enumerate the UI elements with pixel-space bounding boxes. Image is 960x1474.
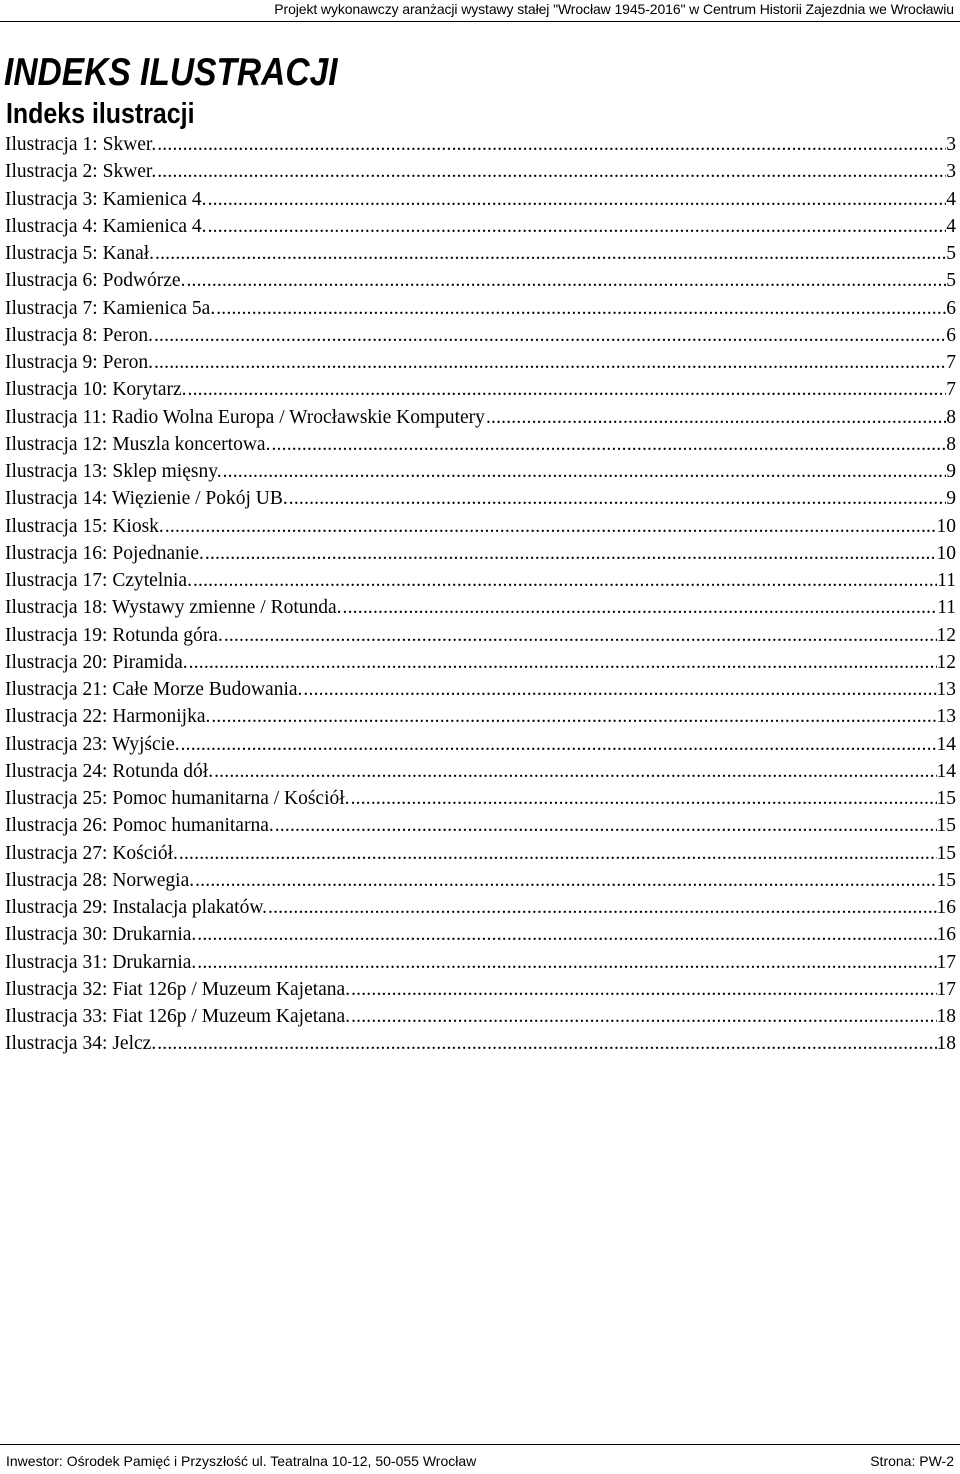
index-entry[interactable]: [5, 322, 960, 349]
entry-number: 22:: [82, 706, 108, 728]
entry-prefix: Ilustracja: [5, 706, 78, 728]
entry-page-number: 14: [936, 760, 956, 782]
entry-number: 11:: [82, 406, 107, 428]
entry-prefix: Ilustracja: [5, 679, 78, 700]
entry-page-number: 17: [936, 978, 956, 1000]
entry-caption: Więzienie / Pokój UB.: [112, 488, 288, 510]
entry-caption: Wyjście.: [112, 733, 180, 755]
dot-leader: [275, 812, 937, 839]
entry-prefix: Ilustracja: [5, 924, 78, 946]
entry-number: 21:: [82, 679, 108, 700]
entry-number: 6:: [82, 270, 98, 292]
entry-page-number: 11: [937, 597, 956, 619]
entry-page-number: 3: [946, 161, 956, 183]
entry-prefix: Ilustracja: [5, 270, 78, 292]
entry-page-number: 10: [936, 542, 956, 564]
entry-caption: Korytarz.: [112, 379, 187, 401]
entry-label: [5, 1003, 350, 1030]
index-entry[interactable]: [5, 458, 960, 485]
entry-page-number: 9: [946, 488, 956, 510]
index-entry[interactable]: [5, 349, 960, 376]
entry-label: [5, 567, 192, 594]
entry-caption: Kościół.: [112, 842, 178, 864]
entry-caption: Podwórze.: [102, 270, 186, 292]
index-entry[interactable]: [5, 867, 960, 894]
entry-label: [5, 431, 270, 458]
entry-number: 4:: [82, 215, 98, 237]
index-entry[interactable]: [5, 622, 960, 649]
dot-leader: [197, 949, 936, 976]
entry-caption: Kanał.: [102, 243, 155, 264]
entry-number: 3:: [82, 188, 98, 210]
dot-leader: [154, 349, 946, 376]
index-entry[interactable]: [5, 731, 960, 758]
dot-leader: [155, 240, 946, 267]
entry-caption: Radio Wolna Europa / Wrocławskie Komputery: [111, 406, 485, 428]
index-entry[interactable]: [5, 840, 960, 867]
dot-leader: [157, 158, 946, 185]
index-entry[interactable]: [5, 949, 960, 976]
entry-number: 28:: [82, 869, 108, 891]
dot-leader: [193, 567, 937, 594]
entry-caption: Pomoc humanitarna.: [112, 815, 274, 837]
entry-prefix: Ilustracja: [5, 515, 78, 537]
entry-page-number: 4: [946, 215, 956, 237]
entry-prefix: Ilustracja: [5, 815, 78, 837]
entry-number: 15:: [82, 515, 108, 537]
index-entry[interactable]: [5, 186, 960, 213]
page-footer: [0, 1444, 960, 1474]
entry-number: 30:: [82, 924, 108, 946]
entry-caption: Skwer.: [102, 161, 157, 183]
index-entry[interactable]: [5, 376, 960, 403]
dot-leader: [157, 1030, 936, 1057]
entry-page-number: 10: [936, 515, 956, 537]
entry-caption: Całe Morze Budowania.: [112, 679, 303, 700]
entry-label: [5, 295, 215, 322]
entry-label: [5, 758, 213, 785]
dot-leader: [486, 404, 946, 431]
entry-label: [5, 376, 187, 403]
entry-label: [5, 812, 274, 839]
entry-number: 8:: [82, 324, 98, 346]
entry-page-number: 15: [936, 788, 956, 809]
entry-prefix: Ilustracja: [5, 1006, 78, 1027]
index-entry[interactable]: [5, 131, 960, 158]
entry-label: [5, 158, 156, 185]
dot-leader: [188, 376, 947, 403]
entry-page-number: 8: [946, 406, 956, 428]
entry-label: [5, 731, 180, 758]
entry-prefix: Ilustracja: [5, 188, 78, 210]
dot-leader: [189, 649, 937, 676]
entry-label: [5, 703, 210, 730]
index-entry[interactable]: [5, 758, 960, 785]
entry-prefix: Ilustracja: [5, 597, 78, 619]
entry-caption: Czytelnia.: [112, 570, 192, 591]
entry-prefix: Ilustracja: [5, 951, 78, 973]
entry-number: 24:: [82, 760, 108, 782]
entry-caption: Harmonijka.: [112, 706, 211, 728]
entry-label: [5, 921, 196, 948]
entry-page-number: 4: [946, 188, 956, 210]
entry-number: 20:: [82, 651, 108, 673]
entry-label: [5, 949, 196, 976]
entry-label: [5, 649, 188, 676]
dot-leader: [195, 867, 936, 894]
entry-caption: Kamienica 4.: [102, 215, 207, 237]
entry-label: [5, 894, 267, 921]
entry-label: [5, 513, 164, 540]
entry-prefix: Ilustracja: [5, 215, 78, 237]
entry-caption: Wystawy zmienne / Rotunda.: [112, 597, 342, 619]
entry-prefix: Ilustracja: [5, 651, 78, 673]
entry-page-number: 5: [946, 270, 956, 292]
entry-caption: Muszla koncertowa.: [112, 433, 271, 455]
dot-leader: [181, 731, 937, 758]
entry-prefix: Ilustracja: [5, 1033, 78, 1055]
dot-leader: [165, 513, 937, 540]
entry-prefix: Ilustracja: [5, 161, 78, 183]
entry-page-number: 12: [936, 651, 956, 673]
entry-page-number: 15: [936, 869, 956, 891]
entry-page-number: 7: [946, 352, 956, 373]
entry-page-number: 13: [936, 706, 956, 728]
index-entry[interactable]: [5, 976, 960, 1003]
entry-number: 26:: [82, 815, 108, 837]
entry-label: [5, 213, 207, 240]
entry-number: 32:: [82, 978, 108, 1000]
entry-page-number: 6: [946, 324, 956, 346]
entry-caption: Peron.: [102, 324, 153, 346]
entry-page-number: 18: [936, 1033, 956, 1055]
entry-label: [5, 867, 194, 894]
entry-caption: Pojednanie.: [112, 542, 204, 564]
entry-number: 18:: [82, 597, 108, 619]
entry-caption: Piramida.: [112, 651, 188, 673]
index-entry[interactable]: [5, 785, 960, 812]
dot-leader: [157, 131, 946, 158]
entry-prefix: Ilustracja: [5, 406, 78, 428]
entry-label: [5, 404, 485, 431]
index-entry[interactable]: [5, 812, 960, 839]
illustration-index-list: [5, 131, 960, 1058]
dot-leader: [343, 594, 938, 621]
entry-number: 17:: [82, 570, 108, 591]
entry-label: [5, 485, 288, 512]
index-entry[interactable]: [5, 921, 960, 948]
entry-number: 1:: [82, 134, 98, 155]
entry-number: 7:: [82, 297, 98, 319]
index-entry[interactable]: [5, 567, 960, 594]
index-entry[interactable]: [5, 295, 960, 322]
entry-prefix: Ilustracja: [5, 134, 78, 155]
dot-leader: [303, 676, 936, 703]
entry-label: [5, 186, 207, 213]
dot-leader: [179, 840, 937, 867]
entry-label: [5, 594, 342, 621]
dot-leader: [211, 703, 936, 730]
entry-number: 33:: [82, 1006, 108, 1027]
dot-leader: [197, 921, 936, 948]
entry-caption: Kamienica 4.: [102, 188, 207, 210]
entry-page-number: 11: [937, 570, 956, 591]
index-entry[interactable]: [5, 894, 960, 921]
footer-page-number: Strona: PW-2: [870, 1453, 954, 1469]
dot-leader: [268, 894, 936, 921]
entry-page-number: 16: [936, 924, 956, 946]
header-text: Projekt wykonawczy aranżacji wystawy stałej "Wrocław 1945-2016" w Centrum Historii Zajezdnia we Wrocławiu: [274, 1, 954, 17]
entry-page-number: 18: [936, 1006, 956, 1027]
entry-page-number: 14: [936, 733, 956, 755]
index-entry[interactable]: [5, 404, 960, 431]
entry-number: 14:: [82, 488, 108, 510]
entry-prefix: Ilustracja: [5, 869, 78, 891]
entry-page-number: 5: [946, 243, 956, 264]
entry-prefix: Ilustracja: [5, 488, 78, 510]
entry-number: 23:: [82, 733, 108, 755]
entry-label: [5, 676, 302, 703]
entry-number: 16:: [82, 542, 108, 564]
entry-caption: Drukarnia.: [112, 924, 197, 946]
entry-page-number: 8: [946, 433, 956, 455]
entry-caption: Rotunda dół.: [112, 760, 214, 782]
entry-caption: Kiosk.: [112, 515, 164, 537]
entry-prefix: Ilustracja: [5, 570, 78, 591]
entry-caption: Jelcz.: [112, 1033, 157, 1055]
entry-page-number: 7: [946, 379, 956, 401]
dot-leader: [186, 267, 946, 294]
entry-number: 31:: [82, 951, 108, 973]
entry-number: 34:: [82, 1033, 108, 1055]
entry-number: 27:: [82, 842, 108, 864]
entry-label: [5, 267, 185, 294]
entry-prefix: Ilustracja: [5, 624, 78, 646]
index-entry[interactable]: [5, 703, 960, 730]
entry-label: [5, 840, 178, 867]
entry-label: [5, 131, 156, 158]
entry-prefix: Ilustracja: [5, 733, 78, 755]
entry-prefix: Ilustracja: [5, 324, 78, 346]
entry-label: [5, 976, 350, 1003]
entry-prefix: Ilustracja: [5, 433, 78, 455]
entry-caption: Fiat 126p / Muzeum Kajetana.: [112, 1006, 351, 1027]
entry-page-number: 9: [946, 461, 956, 482]
entry-caption: Fiat 126p / Muzeum Kajetana.: [112, 978, 351, 1000]
entry-page-number: 15: [936, 842, 956, 864]
index-entry[interactable]: [5, 485, 960, 512]
index-entry[interactable]: [5, 267, 960, 294]
dot-leader: [216, 295, 946, 322]
entry-label: [5, 349, 153, 376]
dot-leader: [208, 213, 947, 240]
dot-leader: [208, 186, 947, 213]
entry-prefix: Ilustracja: [5, 297, 78, 319]
entry-prefix: Ilustracja: [5, 379, 78, 401]
footer-investor-text: Inwestor: Ośrodek Pamięć i Przyszłość ul. Teatralna 10-12, 50-055 Wrocław: [6, 1453, 477, 1469]
entry-page-number: 12: [936, 624, 956, 646]
entry-caption: Peron.: [102, 352, 153, 373]
entry-number: 9:: [82, 352, 98, 373]
entry-label: [5, 322, 153, 349]
dot-leader: [223, 458, 947, 485]
dot-leader: [224, 622, 937, 649]
entry-number: 13:: [82, 461, 108, 482]
dot-leader: [154, 322, 946, 349]
entry-number: 10:: [82, 379, 108, 401]
entry-label: [5, 785, 350, 812]
entry-label: [5, 622, 223, 649]
entry-caption: Drukarnia.: [112, 951, 197, 973]
index-entry[interactable]: [5, 594, 960, 621]
entry-page-number: 6: [946, 297, 956, 319]
entry-number: 19:: [82, 624, 108, 646]
entry-number: 12:: [82, 433, 108, 455]
entry-prefix: Ilustracja: [5, 978, 78, 1000]
entry-label: [5, 1030, 156, 1057]
entry-prefix: Ilustracja: [5, 461, 78, 482]
entry-number: 29:: [82, 897, 108, 918]
entry-number: 25:: [82, 788, 108, 809]
index-entry[interactable]: [5, 676, 960, 703]
entry-prefix: Ilustracja: [5, 788, 78, 809]
entry-prefix: Ilustracja: [5, 897, 78, 918]
index-entry[interactable]: [5, 1003, 960, 1030]
entry-page-number: 15: [936, 815, 956, 837]
entry-label: [5, 540, 204, 567]
entry-prefix: Ilustracja: [5, 842, 78, 864]
entry-page-number: 3: [946, 134, 956, 155]
entry-prefix: Ilustracja: [5, 542, 78, 564]
index-entry[interactable]: [5, 540, 960, 567]
entry-caption: Rotunda góra.: [112, 624, 223, 646]
entry-caption: Norwegia.: [112, 869, 195, 891]
entry-page-number: 17: [936, 951, 956, 973]
dot-leader: [205, 540, 937, 567]
index-entry[interactable]: [5, 513, 960, 540]
entry-label: [5, 458, 222, 485]
dot-leader: [271, 431, 946, 458]
dot-leader: [351, 976, 936, 1003]
entry-number: 2:: [82, 161, 98, 183]
entry-prefix: Ilustracja: [5, 243, 78, 264]
entry-number: 5:: [82, 243, 98, 264]
dot-leader: [351, 1003, 936, 1030]
entry-caption: Instalacja plakatów.: [112, 897, 268, 918]
entry-caption: Kamienica 5a.: [102, 297, 216, 319]
page-header: [0, 0, 960, 22]
entry-page-number: 13: [936, 679, 956, 700]
index-heading: Indeks ilustracji: [6, 98, 195, 130]
dot-leader: [289, 485, 946, 512]
index-entry[interactable]: [5, 213, 960, 240]
entry-caption: Skwer.: [102, 134, 157, 155]
index-entry[interactable]: [5, 431, 960, 458]
entry-label: [5, 240, 154, 267]
dot-leader: [214, 758, 936, 785]
entry-caption: Pomoc humanitarna / Kościół.: [112, 788, 350, 809]
entry-prefix: Ilustracja: [5, 352, 78, 373]
index-entry[interactable]: [5, 158, 960, 185]
index-entry[interactable]: [5, 1030, 960, 1057]
entry-caption: Sklep mięsny.: [112, 461, 222, 482]
index-entry[interactable]: [5, 649, 960, 676]
document-title: INDEKS ILUSTRACJI: [4, 51, 338, 94]
entry-page-number: 16: [936, 897, 956, 918]
entry-prefix: Ilustracja: [5, 760, 78, 782]
dot-leader: [351, 785, 937, 812]
index-entry[interactable]: [5, 240, 960, 267]
